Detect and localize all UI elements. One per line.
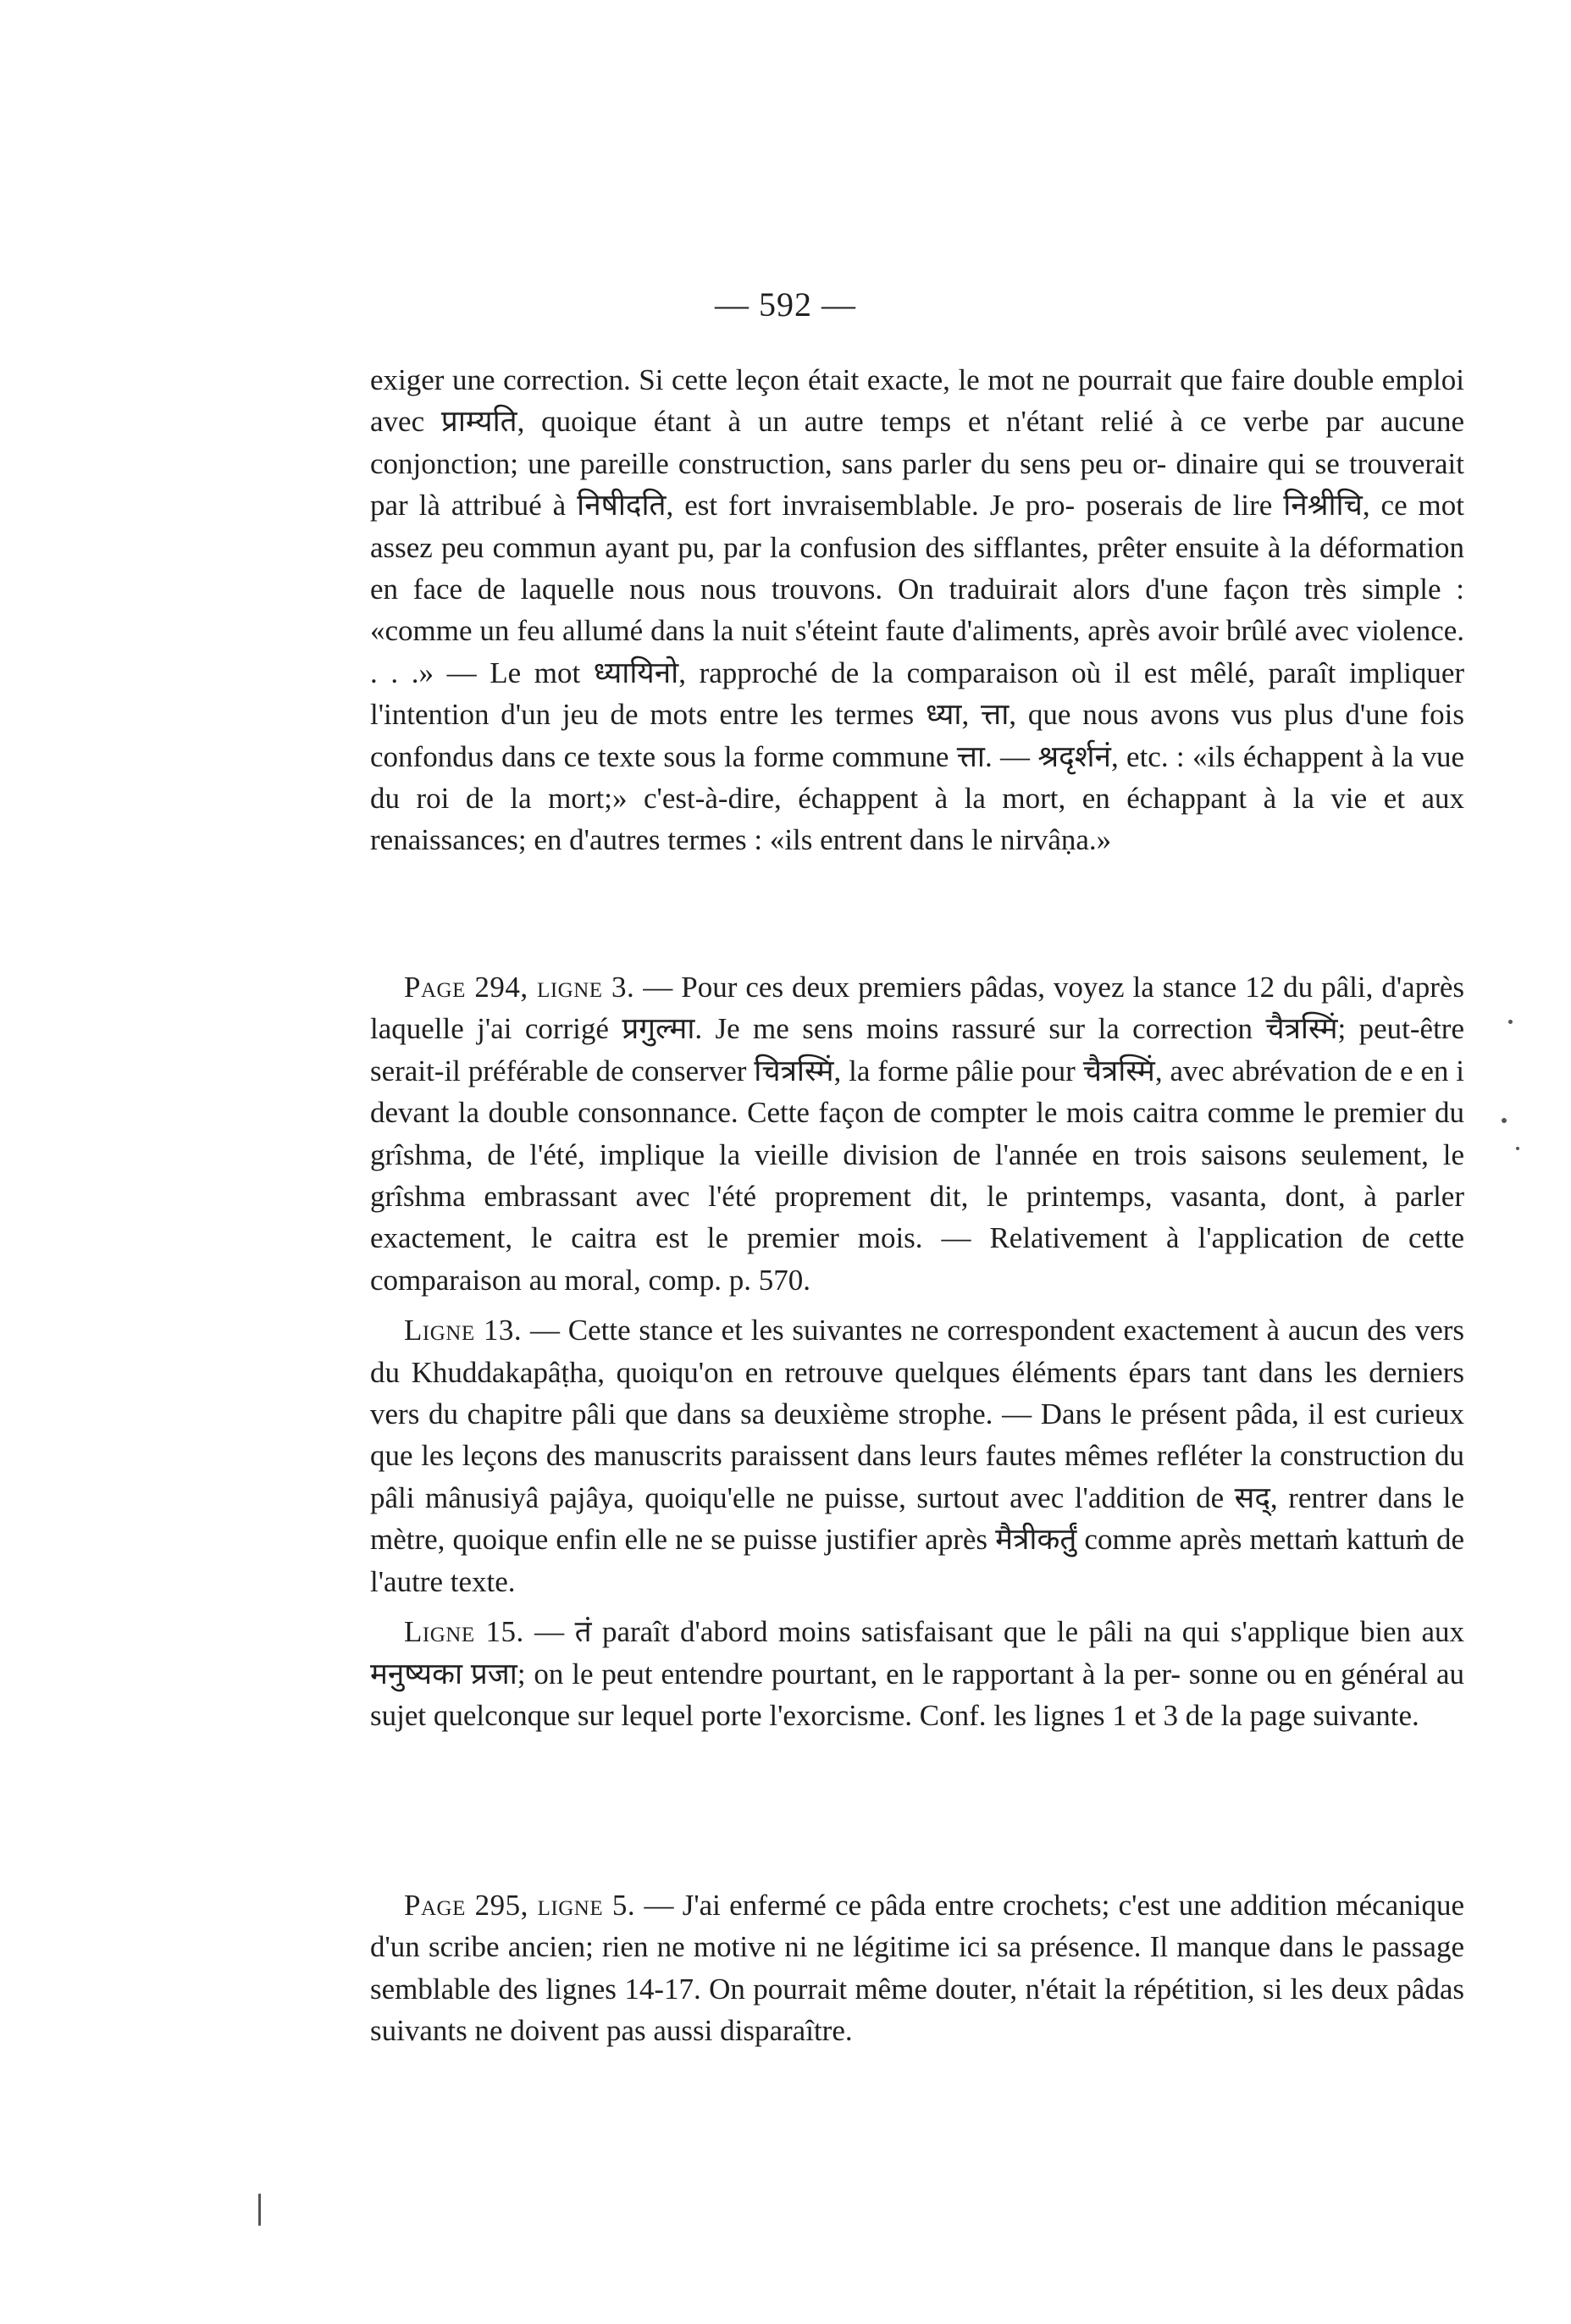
paragraph bbox=[370, 966, 1464, 1301]
paragraph bbox=[370, 1611, 1464, 1736]
text-line: — तं paraît d'abord moins satisfaisant que le pâli na qui s'applique bbox=[534, 1615, 1350, 1649]
page-number: — 592 — bbox=[715, 285, 856, 324]
note-reference-label: Page 294, ligne 3. bbox=[404, 971, 635, 1004]
print-speck bbox=[1516, 1147, 1519, 1150]
text-line: des vers du Khuddakapâṭha, quoiqu'on en retrouve quelques éléments épars tant bbox=[370, 1314, 1465, 1389]
text-line: division de l'année en trois saisons seulement, le grîshma embrassant avec l'été bbox=[370, 1137, 1464, 1214]
text-line: verbe par aucune conjonction; une pareille construction, sans parler du sens peu or- bbox=[370, 405, 1465, 480]
text-line: exiger une correction. Si cette leçon était exacte, le mot ne pourrait que faire bbox=[370, 363, 1286, 396]
note-reference-label: Ligne 15. bbox=[404, 1615, 524, 1649]
text-line: rapproché de la comparaison où il est mêlé, paraît impliquer l'intention d'un jeu bbox=[370, 656, 1465, 732]
continued-note bbox=[370, 359, 1464, 861]
text-line: — J'ai enfermé ce pâda entre crochets; c'est une addition bbox=[644, 1889, 1328, 1922]
note-page-295 bbox=[370, 1884, 1464, 2052]
note-reference-label: Ligne 13. bbox=[404, 1314, 523, 1347]
text-line: premier mois. — Relativement à l'application de cette comparaison au moral, bbox=[370, 1221, 1465, 1297]
text-line: du roi de la mort;» c'est-à-dire, échappent à la mort, en échappant à la vie et bbox=[370, 782, 1405, 816]
text-line: compter le mois caitra comme le premier du grîshma, de l'été, implique la vieille bbox=[370, 1096, 1465, 1171]
text-line: aux renaissances; en d'autres termes : «ils entrent dans le nirvâṇa.» bbox=[370, 782, 1464, 857]
print-speck bbox=[258, 2194, 261, 2226]
text-line: — Pour ces deux premiers pâdas, voyez la stance 12 du pâli, bbox=[643, 971, 1374, 1004]
text-line: चैत्रस्मिं, avec abrévation de e en i devant la double consonnance. Cette façon de bbox=[370, 1054, 1465, 1130]
text-line: ne se puisse justifier après मैत्रीकर्तुं comme après mettaṁ kattuṁ de l'autre texte. bbox=[370, 1523, 1464, 1598]
text-line: dinaire qui se trouverait par là attribué à निषीदति, est fort invraisemblable. Je pro- bbox=[370, 446, 1465, 523]
paragraph-gap bbox=[370, 1602, 1464, 1611]
paragraph bbox=[370, 1309, 1464, 1602]
text-line: sonne ou en général au sujet quelconque sur lequel porte l'exorcisme. Conf. les bbox=[370, 1657, 1465, 1732]
print-speck bbox=[1502, 1118, 1507, 1123]
print-speck bbox=[1508, 1020, 1513, 1024]
text-line: fautes mêmes refléter la construction du pâli mânusiyâ pajâya, quoiqu'elle ne bbox=[370, 1439, 1464, 1514]
text-line: lignes 1 et 3 de la page suivante. bbox=[1033, 1698, 1419, 1732]
note-reference-label: Page 295, ligne 5. bbox=[404, 1889, 636, 1922]
text-line: de mots entre les termes ध्या, त्ता, que nous avons vus plus d'une fois confondus bbox=[370, 698, 1465, 773]
paragraph-gap bbox=[370, 1301, 1464, 1309]
text-line: présent pâda, il est curieux que les leçons des manuscrits paraissent dans leurs bbox=[370, 1397, 1464, 1473]
text-line: puisse, surtout avec l'addition de सद्, rentrer dans le mètre, quoique enfin elle bbox=[370, 1480, 1464, 1557]
text-line: comp. p. 570. bbox=[648, 1263, 811, 1297]
notes-page-294 bbox=[370, 966, 1464, 1736]
paragraph bbox=[370, 1884, 1464, 2052]
text-line: On traduirait alors d'une façon très simple : «comme un feu allumé dans la nuit bbox=[370, 573, 1464, 648]
text-line: double emploi avec प्राम्यति, quoique étant à un autre temps et n'étant relié à ce bbox=[370, 363, 1464, 439]
paragraph bbox=[370, 359, 1464, 861]
text-line: proprement dit, le printemps, vasanta, dont, à parler exactement, le caitra est le bbox=[370, 1180, 1464, 1255]
text-line: poserais de lire निश्रीचि, ce mot assez peu commun ayant pu, par la confusion des bbox=[370, 489, 1464, 564]
text-line: manque dans le passage semblable des lignes 14-17. On pourrait même douter, bbox=[370, 1930, 1464, 2006]
text-line: mécanique d'un scribe ancien; rien ne motive ni ne légitime ici sa présence. Il bbox=[370, 1889, 1465, 1964]
text-line: चैत्रस्मिं; peut-être serait-il préférable de conserver चित्रस्मिं, la forme pâlie pour bbox=[370, 1012, 1465, 1087]
text-line: d'après laquelle j'ai corrigé प्रगुल्मा. Je me sens moins rassuré sur la correction bbox=[370, 971, 1465, 1046]
text-line: — Cette stance et les suivantes ne correspondent exactement à aucun bbox=[529, 1314, 1359, 1347]
text-line: bien aux मनुष्यका प्रजा; on le peut entendre pourtant, en le rapportant à la per- bbox=[370, 1615, 1465, 1690]
text-line: s'éteint faute d'aliments, après avoir brûlé avec violence. . . .» — Le mot ध्यायिनो, bbox=[370, 614, 1465, 689]
text-line: sifflantes, prêter ensuite à la déformation en face de laquelle nous nous trouvons. bbox=[370, 530, 1465, 606]
text-line: n'était la répétition, si les deux pâdas suivants ne doivent pas aussi disparaître. bbox=[370, 1972, 1464, 2048]
text-line: dans ce texte sous la forme commune त्ता. — श्रदृर्शनं, etc. : «ils échappent à la vue bbox=[501, 739, 1464, 773]
text-line: dans les derniers vers du chapitre pâli que dans sa deuxième strophe. — Dans le bbox=[370, 1355, 1464, 1431]
